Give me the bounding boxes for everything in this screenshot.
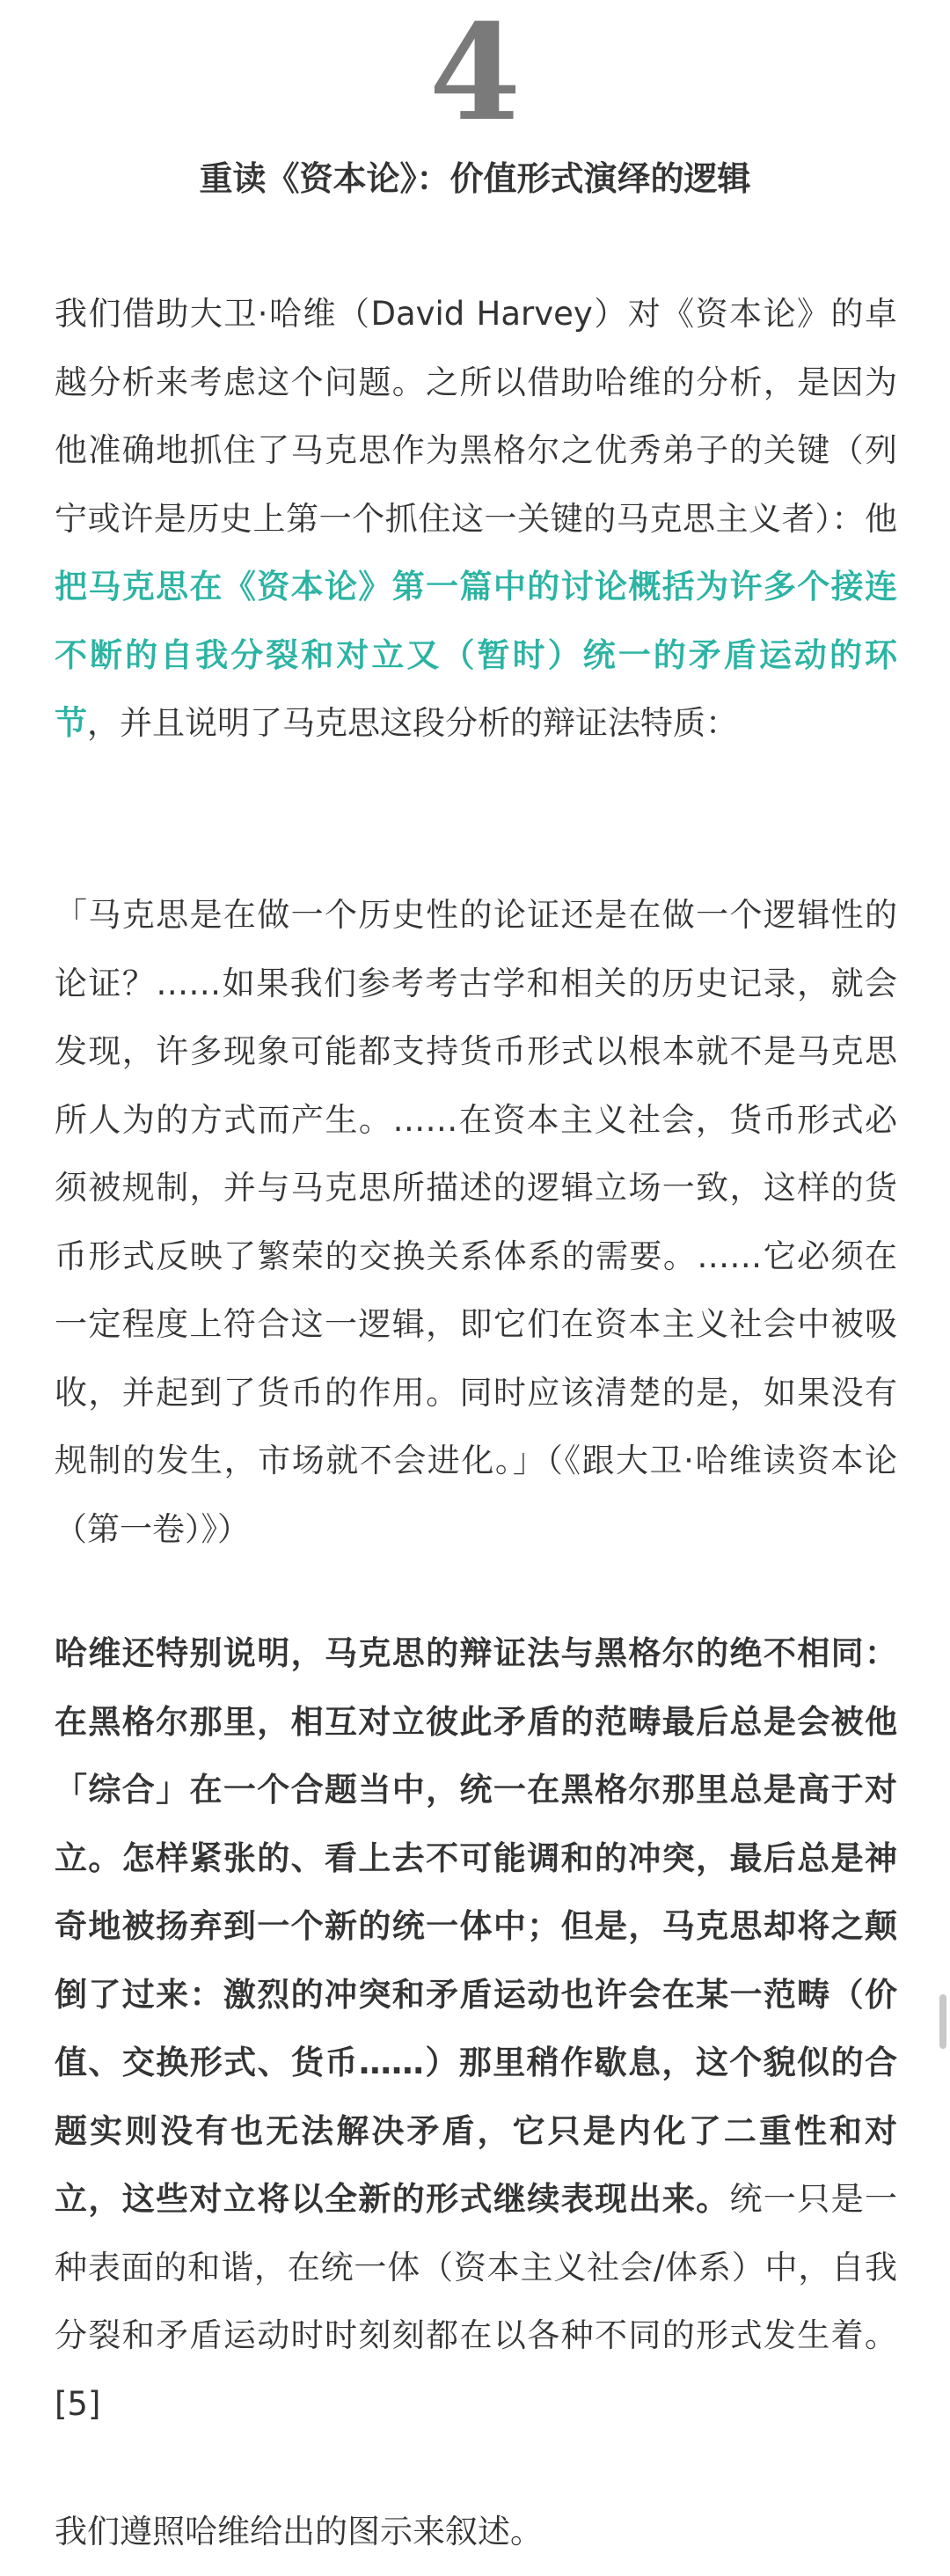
scrollbar-thumb[interactable] — [939, 1994, 946, 2049]
paragraph-harvey-dialectics — [55, 1619, 897, 2438]
paragraph-closing — [55, 2498, 897, 2566]
normal-passage: 统一只是一种表面的和谐，在统一体（资本主义社会/体系）中，自我分裂和矛盾运动时时刻刻都在以各种不同的形式发生着。[5] — [55, 2180, 897, 2423]
paragraph-intro — [55, 280, 897, 758]
quote-text: 「马克思是在做一个历史性的论证还是在做一个逻辑性的论证？……如果我们参考考古学和相关的历史记录，就会发现，许多现象可能都支持货币形式以根本就不是马克思所人为的方式而产生。……在资本主义社会，货币形式必须被规制，并与马克思所描述的逻辑立场一致，这样的货币形式反映了繁荣的交换关系体系的需要。……它必须在一定程度上符合这一逻辑，即它们在资本主义社会中被吸收，并起到了货币的作用。同时应该清楚的是，如果没有规制的发生，市场就不会进化。」（《跟大卫·哈维读资本论（第一卷）》） — [55, 896, 897, 1548]
section-number: 4 — [428, 0, 522, 150]
closing-text: 我们遵照哈维给出的图示来叙述。 — [55, 2513, 543, 2550]
section-title: 重读《资本论》：价值形式演绎的逻辑 — [199, 159, 751, 198]
quote-block — [55, 881, 897, 1563]
paragraph-intro-text: 我们借助大卫·哈维（David Harvey）对《资本论》的卓越分析来考虑这个问题。之所以借助哈维的分析，是因为他准确地抓住了马克思作为黑格尔之优秀弟子的关键（列宁或许是历史上第一个抓住这一关键的马克思主义者）：他 — [55, 295, 897, 538]
paragraph-intro-tail: ，并且说明了马克思这段分析的辩证法特质： — [87, 704, 738, 742]
highlighted-phrase: 把马克思在《资本论》第一篇中的讨论概括为许多个接连不断的自我分裂和对立又（暂时）统一的矛盾运动的环节 — [55, 568, 897, 742]
bold-passage: 哈维还特别说明，马克思的辩证法与黑格尔的绝不相同：在黑格尔那里，相互对立彼此矛盾的范畴最后总是会被他「综合」在一个合题当中，统一在黑格尔那里总是高于对立。怎样紧张的、看上去不可能调和的冲突，最后总是神奇地被扬弃到一个新的统一体中；但是，马克思却将之颠倒了过来：激烈的冲突和矛盾运动也许会在某一范畴（价值、交换形式、货币……）那里稍作歇息，这个貌似的合题实则没有也无法解决矛盾，它只是内化了二重性和对立，这些对立将以全新的形式继续表现出来。 — [55, 1634, 897, 2218]
